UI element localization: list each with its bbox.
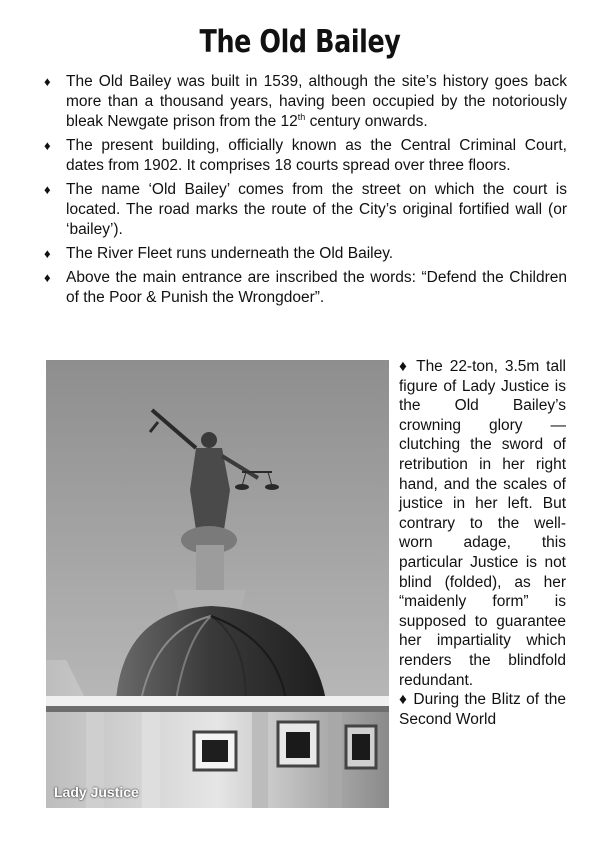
page-title: The Old Bailey <box>199 24 401 60</box>
list-item <box>42 72 567 132</box>
fact-list <box>42 72 567 312</box>
list-item-text: The River Fleet runs underneath the Old Bailey. <box>66 245 394 262</box>
list-item-text: The name ‘Old Bailey’ comes from the street on which the court is located. The road marks the route of the City’s original fortified wall (or ‘bailey’). <box>66 181 567 238</box>
list-item <box>42 180 567 240</box>
list-item <box>42 268 567 308</box>
list-item-text: century onwards. <box>305 113 428 130</box>
side-paragraph: ♦ During the Blitz of the Second World <box>399 691 566 728</box>
diamond-bullet-icon: ♦ <box>44 138 51 153</box>
side-paragraph: ♦ The 22-ton, 3.5m tall figure of Lady Justice is the Old Bailey’s crowning glory — clutching the sword of retribution in her right hand, and the scales of justice in her left. But contrary to the well-worn adage, this particular Justice is not blind (folded), as her “maidenly form” is supposed to guarantee her impartiality which renders the blindfold redundant. <box>399 358 566 689</box>
lady-justice-photo <box>46 360 389 808</box>
photo-caption: Lady Justice <box>54 784 139 800</box>
diamond-bullet-icon: ♦ <box>44 246 51 261</box>
side-text <box>399 357 566 729</box>
list-item <box>42 244 567 264</box>
list-item-text: The present building, officially known as the Central Criminal Court, dates from 1902. It comprises 18 courts spread over three floors. <box>66 137 567 174</box>
lady-justice-illustration <box>46 360 389 808</box>
diamond-bullet-icon: ♦ <box>44 270 51 285</box>
list-item <box>42 136 567 176</box>
list-item-text: Above the main entrance are inscribed the words: “Defend the Children of the Poor & Punish the Wrongdoer”. <box>66 269 567 306</box>
diamond-bullet-icon: ♦ <box>44 182 51 197</box>
list-item-text: The Old Bailey was built in 1539, although the site’s history goes back more than a thousand years, having been occupied by the notoriously bleak Newgate prison from the 12 <box>66 73 567 130</box>
diamond-bullet-icon: ♦ <box>44 74 51 89</box>
superscript: th <box>297 111 306 122</box>
